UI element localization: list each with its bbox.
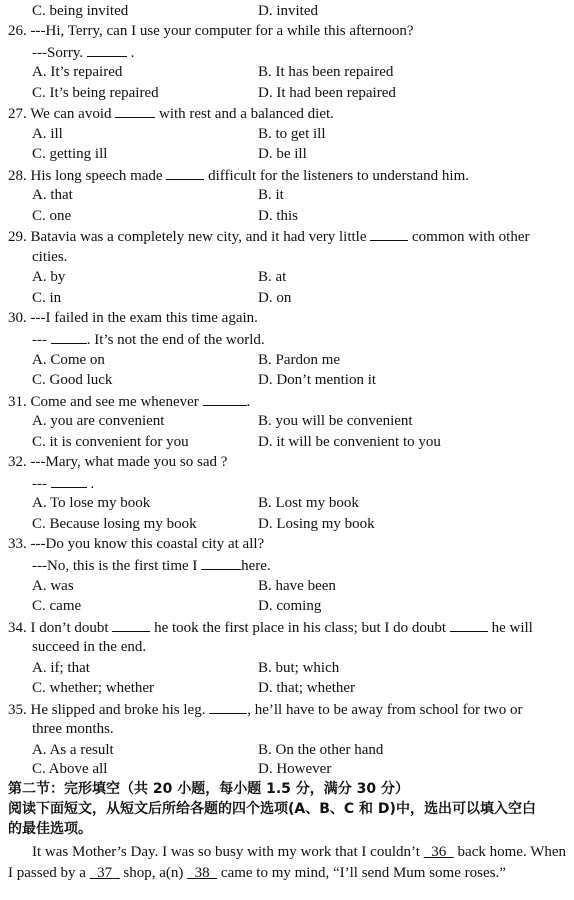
q35-option-b: B. On the other hand: [258, 742, 384, 758]
q32-option-c: C. Because losing my book: [32, 516, 197, 532]
q28-stem-post: difficult for the listeners to understand him.: [208, 168, 469, 184]
q26-option-c: C. It’s being repaired: [32, 85, 159, 101]
q30-option-c: C. Good luck: [32, 372, 113, 388]
q30-stem: 30. ---I failed in the exam this time again.: [8, 310, 258, 326]
q26-reply-text: ---Sorry.: [32, 45, 84, 61]
q35-option-d: D. However: [258, 761, 332, 777]
q35-blank: [209, 700, 247, 714]
q30-reply-dash: ---: [32, 332, 47, 348]
q29-option-a: A. by: [32, 269, 66, 285]
q33-option-b: B. have been: [258, 578, 336, 594]
q26-stem: 26. ---Hi, Terry, can I use your computer for a while this afternoon?: [8, 23, 414, 39]
q34-blank-1: [112, 618, 150, 632]
q31-option-a: A. you are convenient: [32, 413, 165, 429]
q31-option-c: C. it is convenient for you: [32, 434, 189, 450]
q30-blank: [51, 330, 87, 344]
q31-stem-pre: 31. Come and see me whenever: [8, 394, 199, 410]
q34-option-c: C. whether; whether: [32, 680, 155, 696]
q27-option-d: D. be ill: [258, 146, 307, 162]
q30-reply: [32, 330, 265, 349]
q27-blank: [115, 104, 155, 118]
q27-stem-post: with rest and a balanced diet.: [158, 106, 334, 122]
q26-option-b: B. It has been repaired: [258, 64, 394, 80]
q29-stem: [8, 227, 529, 246]
q32-reply-end: .: [90, 476, 95, 492]
q33-option-a: A. was: [32, 578, 74, 594]
q25-option-c: C. being invited: [32, 3, 129, 19]
q35-stem-post: , he’ll have to be away from school for two or: [247, 702, 523, 718]
q35-stem-pre: 35. He slipped and broke his leg.: [8, 702, 206, 718]
q35-option-c: C. Above all: [32, 761, 108, 777]
q33-option-d: D. coming: [258, 598, 322, 614]
q25-option-d: D. invited: [258, 3, 318, 19]
q27-stem-pre: 27. We can avoid: [8, 106, 112, 122]
passage-text-4: came to my mind, “I’ll send Mum some roses.”: [220, 865, 506, 881]
q28-option-b: B. it: [258, 187, 284, 203]
section2-instructions-line2: 的最佳选项。: [8, 821, 92, 837]
q33-option-c: C. came: [32, 598, 82, 614]
q30-option-d: D. Don’t mention it: [258, 372, 377, 388]
q29-stem-cont: cities.: [32, 249, 68, 265]
q26-reply: [32, 43, 134, 62]
q33-blank: [201, 556, 241, 570]
q29-option-b: B. at: [258, 269, 287, 285]
q30-reply-text: . It’s not the end of the world.: [86, 332, 265, 348]
q29-stem-post: common with other: [412, 229, 530, 245]
q26-reply-end: .: [130, 45, 135, 61]
q29-option-d: D. on: [258, 290, 292, 306]
q34-stem-mid: he took the first place in his class; but I do doubt: [154, 620, 447, 636]
q34-blank-2: [450, 618, 488, 632]
q31-blank: [203, 392, 247, 406]
passage-text-3: shop, a(n): [123, 865, 184, 881]
q29-option-c: C. in: [32, 290, 62, 306]
q33-stem: 33. ---Do you know this coastal city at all?: [8, 536, 265, 552]
q30-option-a: A. Come on: [32, 352, 105, 368]
q34-option-a: A. if; that: [32, 660, 90, 676]
q28-blank: [166, 166, 204, 180]
q31-option-d: D. it will be convenient to you: [258, 434, 441, 450]
q32-stem: 32. ---Mary, what made you so sad ?: [8, 454, 228, 470]
section2-heading: 第二节：完形填空（共 20 小题，每小题 1.5 分，满分 30 分）: [8, 781, 410, 797]
q26-option-d: D. It had been repaired: [258, 85, 396, 101]
blank-36: [424, 844, 454, 860]
q34-option-b: B. but; which: [258, 660, 340, 676]
q32-reply-dash: ---: [32, 476, 47, 492]
q31-stem: [8, 392, 250, 411]
q27-option-c: C. getting ill: [32, 146, 108, 162]
q31-option-b: B. you will be convenient: [258, 413, 413, 429]
cloze-passage: [8, 842, 566, 884]
passage-text-1: It was Mother’s Day. I was so busy with my work that I couldn’t: [32, 844, 420, 860]
q27-option-a: A. ill: [32, 126, 63, 142]
q33-reply: [32, 556, 271, 575]
q32-blank: [51, 474, 87, 488]
section2-instructions-line1: 阅读下面短文，从短文后所给各题的四个选项(A、B、C 和 D)中，选出可以填入空白: [8, 801, 536, 817]
q35-stem-cont: three months.: [32, 721, 114, 737]
blank-38: [187, 865, 217, 881]
blank-37: [90, 865, 120, 881]
q29-stem-pre: 29. Batavia was a completely new city, and it had very little: [8, 229, 367, 245]
q34-option-d: D. that; whether: [258, 680, 356, 696]
q34-stem-post: he will: [491, 620, 533, 636]
blank-38-number: 38: [194, 865, 210, 881]
q28-option-a: A. that: [32, 187, 73, 203]
q27-option-b: B. to get ill: [258, 126, 326, 142]
q34-stem-cont: succeed in the end.: [32, 639, 147, 655]
q33-reply-end: here.: [241, 558, 271, 574]
blank-37-number: 37: [97, 865, 113, 881]
blank-36-number: 36: [431, 844, 447, 860]
q30-option-b: B. Pardon me: [258, 352, 341, 368]
q34-stem-pre: 34. I don’t doubt: [8, 620, 109, 636]
q26-blank: [87, 43, 127, 57]
q28-stem: [8, 166, 469, 185]
q35-stem: [8, 700, 523, 719]
q28-option-d: D. this: [258, 208, 299, 224]
q29-blank: [370, 227, 408, 241]
q31-stem-post: .: [246, 394, 251, 410]
q27-stem: [8, 104, 334, 123]
q32-reply: [32, 474, 94, 493]
q28-option-c: C. one: [32, 208, 72, 224]
q32-option-b: B. Lost my book: [258, 495, 359, 511]
passage-text-2: back home. When I passed by a: [8, 844, 567, 881]
q33-reply-text: ---No, this is the first time I: [32, 558, 198, 574]
q35-option-a: A. As a result: [32, 742, 114, 758]
q34-stem: [8, 618, 533, 637]
q28-stem-pre: 28. His long speech made: [8, 168, 163, 184]
q32-option-d: D. Losing my book: [258, 516, 375, 532]
q32-option-a: A. To lose my book: [32, 495, 151, 511]
q26-option-a: A. It’s repaired: [32, 64, 123, 80]
